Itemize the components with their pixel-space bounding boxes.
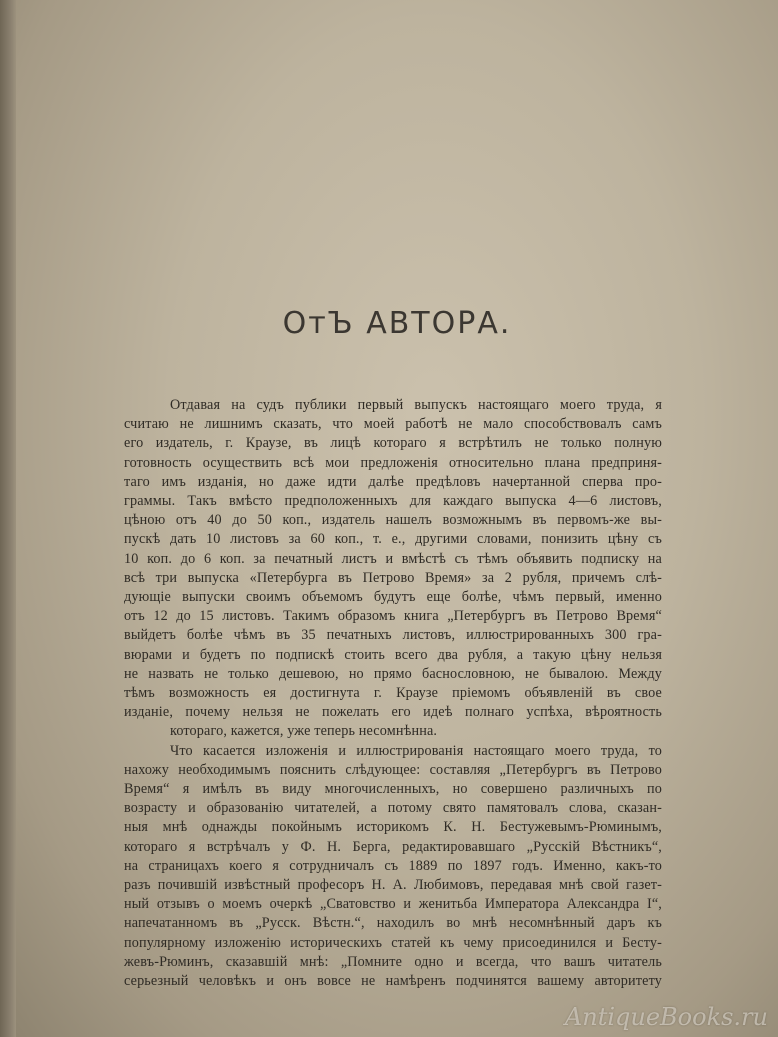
text-line: его издатель, г. Краузе, въ лицѣ котораго я встрѣтилъ не только полную — [124, 435, 662, 452]
text-line: напечатанномъ въ „Русск. Вѣстн.“, находилъ во мнѣ несомнѣнный даръ къ — [124, 915, 662, 932]
text-line: разъ почившій извѣстный професоръ Н. А. Любимовъ, передавая мнѣ свой газет- — [124, 877, 662, 894]
paragraph-1 — [124, 396, 662, 742]
text-line: Что касается изложенія и иллюстрированія настоящаго моего труда, то — [170, 742, 662, 759]
text-line: жевъ-Рюминъ, сказавшій мнѣ: „Помните одно и всегда, что вашъ читатель — [124, 953, 662, 970]
text-line: серьезный человѣкъ и онъ вовсе не намѣренъ подчинятся вашему авторитету — [124, 973, 662, 990]
text-line: считаю не лишнимъ сказать, что моей работѣ не мало способствовалъ самъ — [124, 416, 662, 433]
text-line: ныя мнѣ однажды покойнымъ историкомъ К. Н. Бестужевымъ-Рюминымъ, — [124, 819, 662, 836]
text-line: Время“ я имѣлъ въ виду многочисленныхъ, но совершено различныхъ по — [124, 781, 662, 798]
text-line: возрасту и образованію читателей, а потому свято памятовалъ слова, сказан- — [124, 800, 662, 817]
text-line: дующіе выпуски своимъ объемомъ будутъ еще болѣе, чѣмъ первый, именно — [124, 589, 662, 606]
text-line: котораго я встрѣчалъ у Ф. Н. Берга, редактировавшаго „Русскій Вѣстникъ“, — [124, 838, 662, 855]
text-line: таго имъ изданія, но даже идти далѣе предѣловъ начертанной сперва про- — [124, 473, 662, 490]
watermark-text: AntiqueBooks.ru — [564, 1003, 768, 1031]
text-line: ный отзывъ о моемъ очеркѣ „Сватовство и женитьба Императора Александра I“, — [124, 896, 662, 913]
text-line: нахожу необходимымъ пояснить слѣдующее: составляя „Петербургъ въ Петрово — [124, 761, 662, 778]
text-line: на страницахъ коего я сотрудничалъ съ 1889 по 1897 годъ. Именно, какъ-то — [124, 857, 662, 874]
paragraph-2 — [124, 742, 662, 992]
text-line: выйдетъ болѣе чѣмъ въ 35 печатныхъ листовъ, иллюстрированныхъ 300 гра- — [124, 627, 662, 644]
text-line: пускѣ дать 10 листовъ за 60 коп., т. е., другими словами, понизить цѣну съ — [124, 531, 662, 548]
text-line: изданіе, почему нельзя не пожелать его идеѣ полнаго успѣха, вѣроятность — [124, 704, 662, 721]
text-line: готовность осуществить всѣ мои предложенія относительно плана предприня- — [124, 454, 662, 471]
page-title: ОтЪ АВТОРА. — [282, 306, 512, 341]
text-line: популярному изложенію историческихъ статей къ чему присоединился и Бесту- — [124, 934, 662, 951]
text-line: не назвать не только дешевою, но прямо баснословною, не бывалою. Между — [124, 665, 662, 682]
text-line: котораго, кажется, уже теперь несомнѣнна. — [170, 723, 438, 740]
body-text — [124, 396, 662, 991]
book-page — [16, 0, 778, 1037]
text-line: отъ 12 до 15 листовъ. Такимъ образомъ книга „Петербургъ въ Петрово Время“ — [124, 608, 662, 625]
text-line: 10 коп. до 6 коп. за печатный листъ и вмѣстѣ съ тѣмъ объявить подписку на — [124, 550, 662, 567]
text-line: Отдавая на судъ публики первый выпускъ настоящаго моего труда, я — [170, 397, 662, 413]
text-line: граммы. Такъ вмѣсто предположенныхъ для каждаго выпуска 4—6 листовъ, — [124, 493, 662, 510]
text-line: тѣмъ возможность ея достигнута г. Краузе пріемомъ объявленій въ свое — [124, 685, 662, 702]
text-line: вюрами и будетъ по подпискѣ стоить всего два рубля, а такую цѣну нельзя — [124, 646, 662, 663]
text-line: всѣ три выпуска «Петербурга въ Петрово Время» за 2 рубля, причемъ слѣ- — [124, 569, 662, 586]
text-line: цѣною отъ 40 до 50 коп., издатель нашелъ возможнымъ въ первомъ-же вы- — [124, 512, 662, 529]
